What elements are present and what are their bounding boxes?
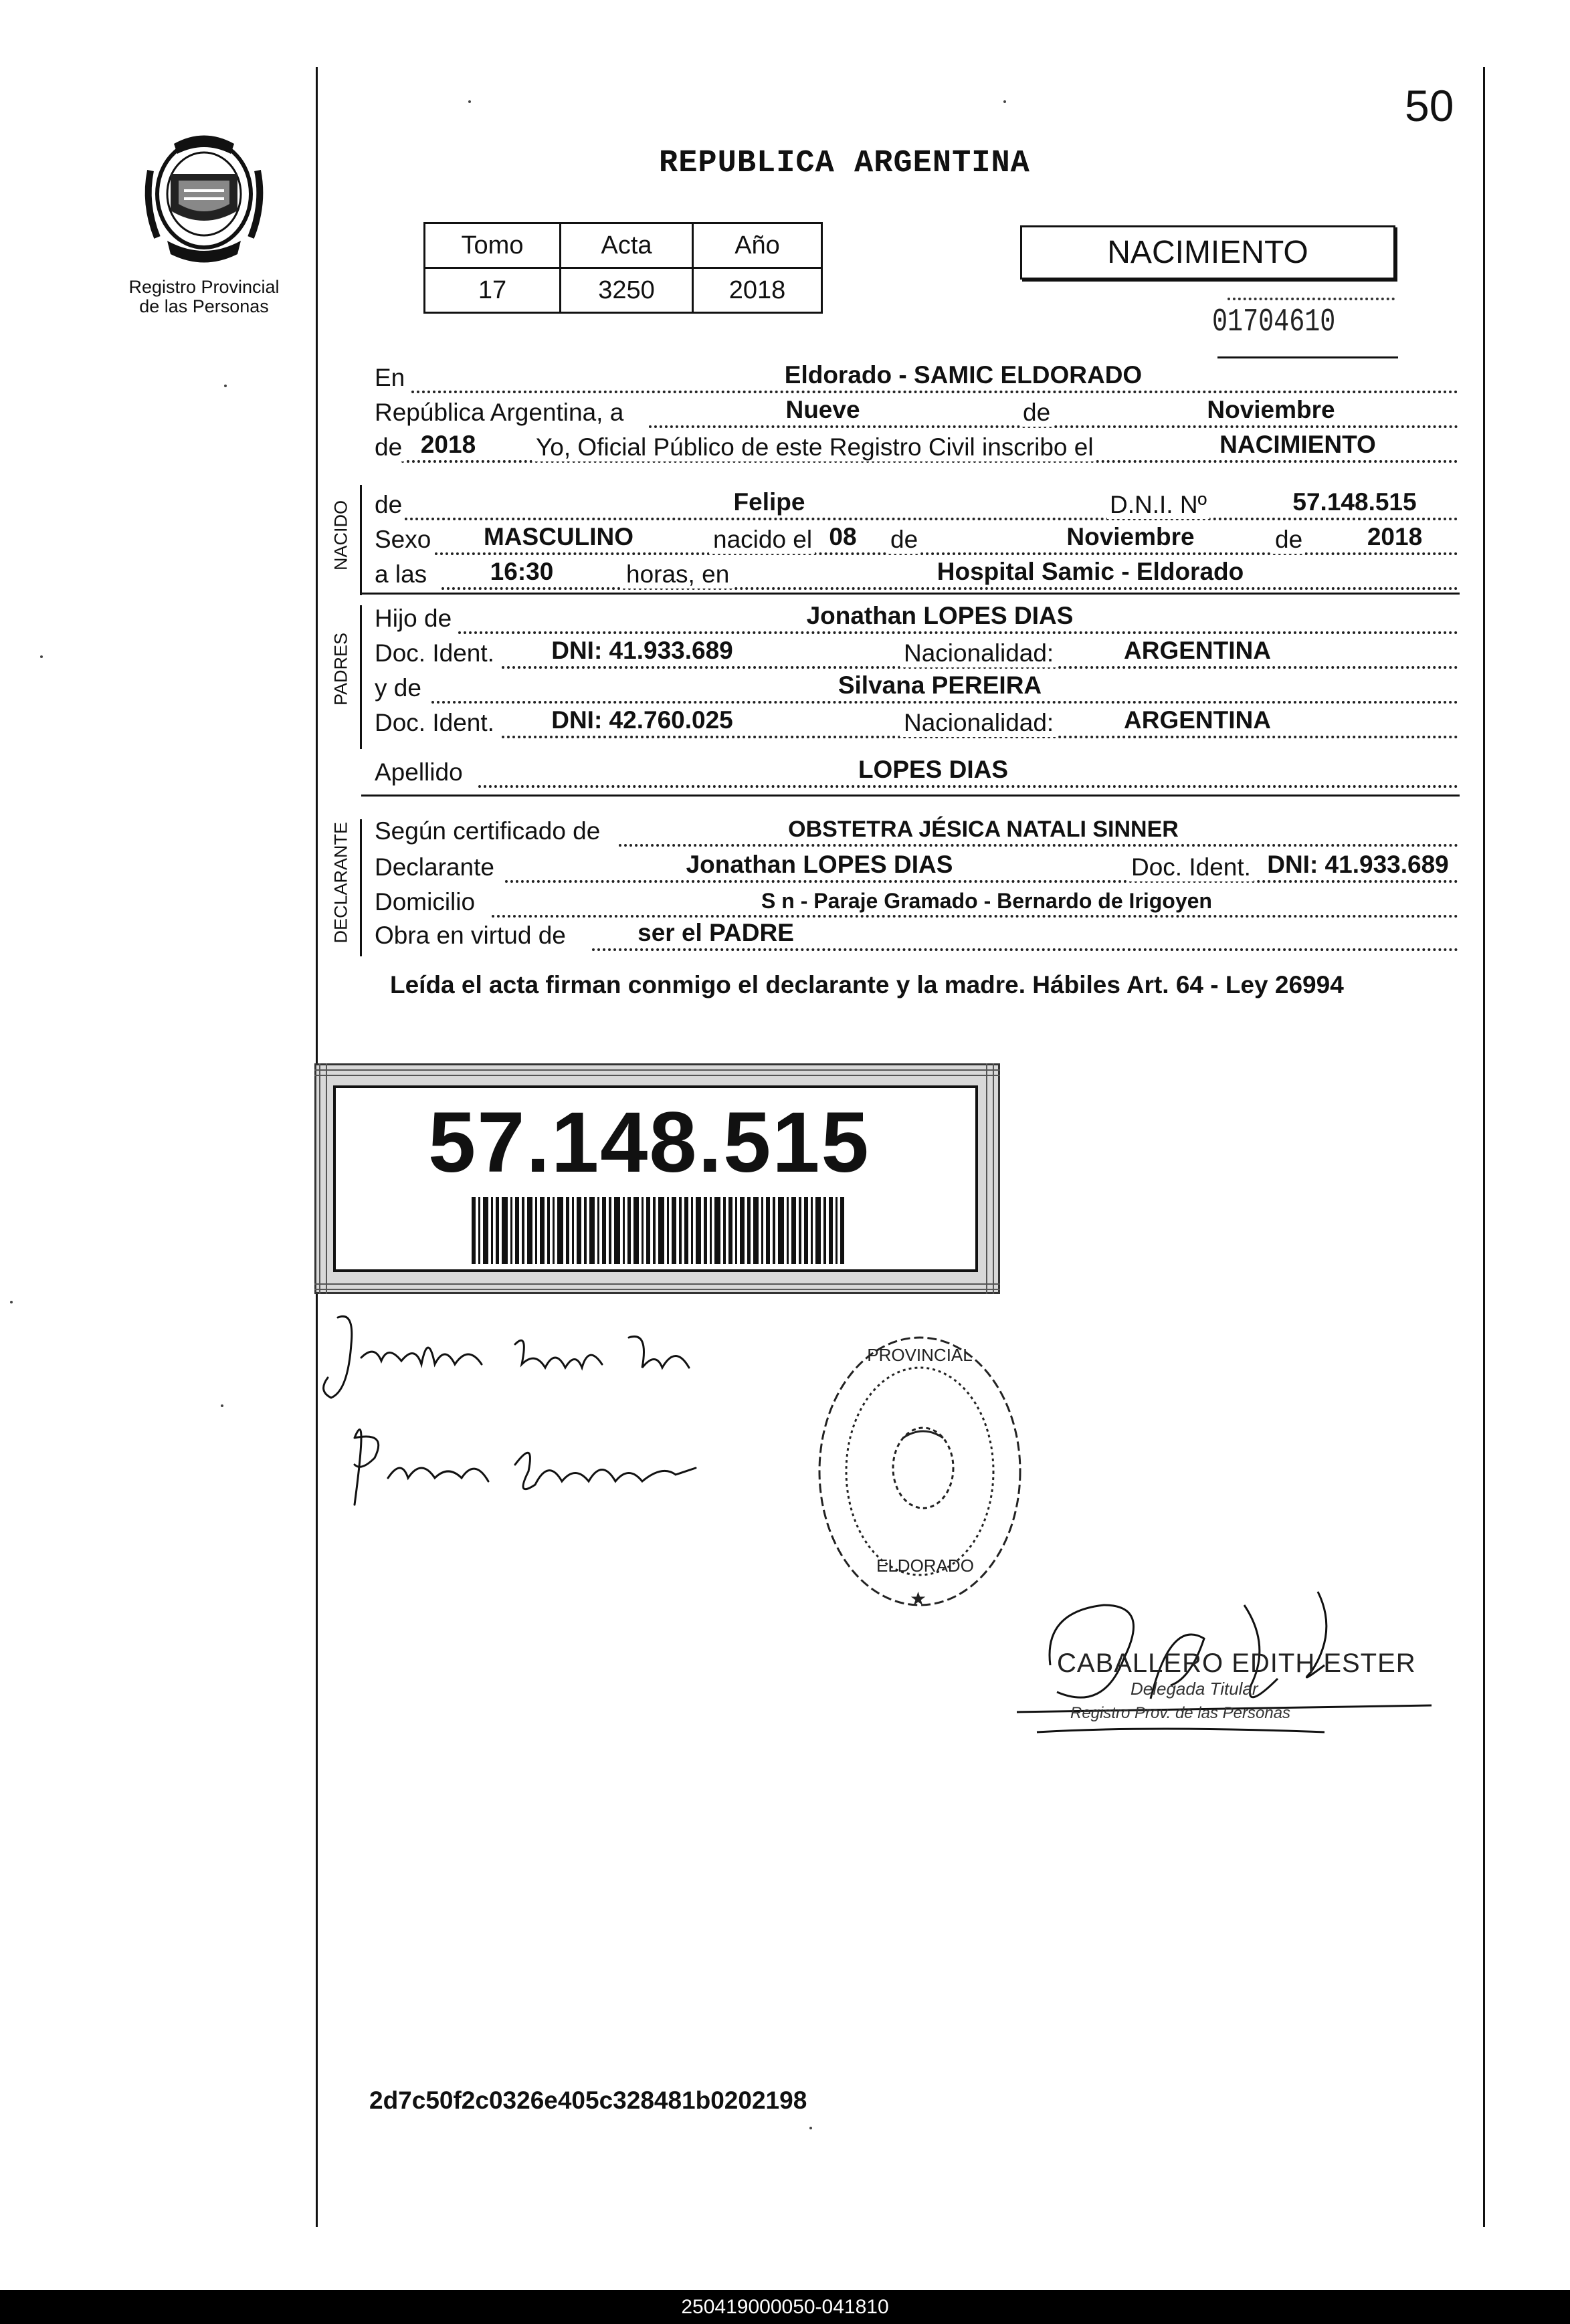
registry-header-tomo: Tomo	[425, 223, 561, 268]
child-dni-value: 57.148.515	[1292, 488, 1417, 516]
document-hash: 2d7c50f2c0326e405c328481b0202198	[369, 2087, 807, 2114]
father-doc-label: Doc. Ident.	[375, 639, 497, 667]
capacity-value: ser el PADRE	[637, 919, 794, 946]
act-name-value: NACIMIENTO	[1219, 431, 1376, 458]
birth-day-value: 08	[829, 523, 857, 550]
row-father-doc	[375, 637, 1458, 669]
year-value: 2018	[420, 431, 476, 458]
registry-ano-value: 2018	[693, 268, 822, 313]
nacido-divider	[361, 593, 1460, 595]
row-capacity	[375, 919, 1458, 951]
father-nationality-label: Nacionalidad:	[900, 639, 1056, 667]
day-words-value: Nueve	[785, 396, 860, 423]
certificado-label: Según certificado de	[375, 817, 603, 845]
registry-table	[423, 222, 823, 314]
mother-doc-value: DNI: 42.760.025	[551, 706, 733, 734]
declarant-doc-label: Doc. Ident.	[1127, 853, 1254, 881]
closing-statement: Leída el acta firman conmigo el declarante y la madre. Hábiles Art. 64 - Ley 26994	[390, 971, 1344, 998]
mother-name-value: Silvana PEREIRA	[838, 671, 1042, 699]
nacido-section-label: NACIDO	[330, 500, 351, 571]
horas-label: horas, en	[622, 560, 732, 589]
declarante-label: Declarante	[375, 853, 497, 881]
parent-signatures	[314, 1304, 783, 1528]
republica-label: República Argentina, a	[375, 399, 626, 427]
place-value: Eldorado - SAMIC ELDORADO	[784, 361, 1143, 389]
father-nationality-value: ARGENTINA	[1124, 637, 1271, 664]
scan-speck	[1003, 100, 1006, 103]
svg-text:★: ★	[910, 1588, 927, 1609]
footer-code-bar: 250419000050-041810	[0, 2290, 1570, 2324]
apellido-label: Apellido	[375, 758, 466, 786]
row-mother	[375, 671, 1458, 704]
row-registrar	[375, 431, 1458, 463]
padres-section-label: PADRES	[330, 632, 351, 706]
declarante-bracket	[360, 819, 362, 956]
serial-underline	[1217, 356, 1398, 358]
de-label-3: de	[1271, 526, 1305, 554]
child-de-label: de	[375, 491, 405, 519]
y-de-label: y de	[375, 674, 424, 702]
de-label-2: de	[886, 526, 920, 554]
scan-speck	[468, 100, 471, 103]
obra-label: Obra en virtud de	[375, 922, 569, 950]
logo-caption: Registro Provincial de las Personas	[128, 277, 280, 316]
scan-speck	[10, 1301, 13, 1303]
year-prefix-label: de	[375, 433, 405, 461]
certificate-value: OBSTETRA JÉSICA NATALI SINNER	[788, 817, 1179, 842]
row-child-name	[375, 488, 1458, 520]
sexo-label: Sexo	[375, 526, 433, 554]
registrar-office: Registro Prov. de las Personas	[1070, 1704, 1291, 1722]
scan-speck	[809, 2127, 812, 2129]
birth-year-value: 2018	[1367, 523, 1423, 550]
apellido-divider	[361, 795, 1460, 797]
time-value: 16:30	[490, 558, 554, 585]
row-time-place	[375, 558, 1458, 590]
row-sex-birth	[375, 523, 1458, 555]
birth-month-value: Noviembre	[1066, 523, 1195, 550]
row-mother-doc	[375, 706, 1458, 738]
en-label: En	[375, 364, 407, 392]
row-surname	[375, 756, 1458, 788]
declarante-section-label: DECLARANTE	[330, 821, 351, 944]
row-place	[375, 361, 1458, 393]
row-father	[375, 602, 1458, 634]
provincial-emblem-logo	[137, 124, 271, 271]
mother-nationality-value: ARGENTINA	[1124, 706, 1271, 734]
document-title: REPUBLICA ARGENTINA	[659, 146, 1030, 181]
registry-tomo-value: 17	[425, 268, 561, 313]
row-declarant	[375, 851, 1458, 883]
svg-text:PROVINCIAL: PROVINCIAL	[867, 1345, 973, 1365]
birth-place-value: Hospital Samic - Eldorado	[937, 558, 1244, 585]
registrar-text: Yo, Oficial Público de este Registro Civil inscribo el	[532, 433, 1096, 461]
row-certificate	[375, 815, 1458, 847]
surname-value: LOPES DIAS	[858, 756, 1009, 783]
registrar-name: CABALLERO EDITH ESTER	[1057, 1649, 1416, 1678]
a-las-label: a las	[375, 560, 429, 589]
father-name-value: Jonathan LOPES DIAS	[806, 602, 1074, 629]
de-label: de	[1020, 399, 1053, 427]
row-address	[375, 885, 1458, 918]
serial-number: 01704610	[1212, 304, 1336, 340]
hijo-de-label: Hijo de	[375, 605, 454, 633]
svg-text:ELDORADO: ELDORADO	[876, 1556, 974, 1576]
scan-speck	[40, 655, 43, 658]
dni-label: D.N.I. Nº	[1107, 491, 1209, 519]
father-doc-value: DNI: 41.933.689	[551, 637, 733, 664]
civil-registry-seal	[803, 1324, 1030, 1622]
mother-nationality-label: Nacionalidad:	[900, 709, 1056, 737]
scan-speck	[224, 385, 227, 387]
nacido-bracket	[360, 485, 362, 595]
dni-barcode	[472, 1197, 846, 1267]
registry-header-acta: Acta	[561, 223, 693, 268]
registry-header-ano: Año	[693, 223, 822, 268]
registry-acta-value: 3250	[561, 268, 693, 313]
domicilio-label: Domicilio	[375, 888, 478, 916]
sex-value: MASCULINO	[483, 523, 634, 550]
nacido-el-label: nacido el	[709, 526, 815, 554]
child-name-value: Felipe	[733, 488, 805, 516]
right-margin-line	[1483, 67, 1485, 2227]
month-value: Noviembre	[1207, 396, 1335, 423]
act-type-box: NACIMIENTO	[1020, 225, 1395, 280]
mother-doc-label: Doc. Ident.	[375, 709, 497, 737]
registrar-role: Delegada Titular	[1131, 1679, 1258, 1699]
page-number: 50	[1405, 81, 1454, 130]
padres-bracket	[360, 605, 362, 749]
row-date	[375, 396, 1458, 428]
declarant-doc-value: DNI: 41.933.689	[1267, 851, 1449, 878]
sticker-dni-number: 57.148.515	[428, 1095, 870, 1190]
serial-dotted-line	[1228, 298, 1395, 300]
address-value: S n - Paraje Gramado - Bernardo de Irigoyen	[761, 889, 1212, 913]
declarant-name-value: Jonathan LOPES DIAS	[686, 851, 953, 878]
scan-speck	[221, 1404, 223, 1407]
